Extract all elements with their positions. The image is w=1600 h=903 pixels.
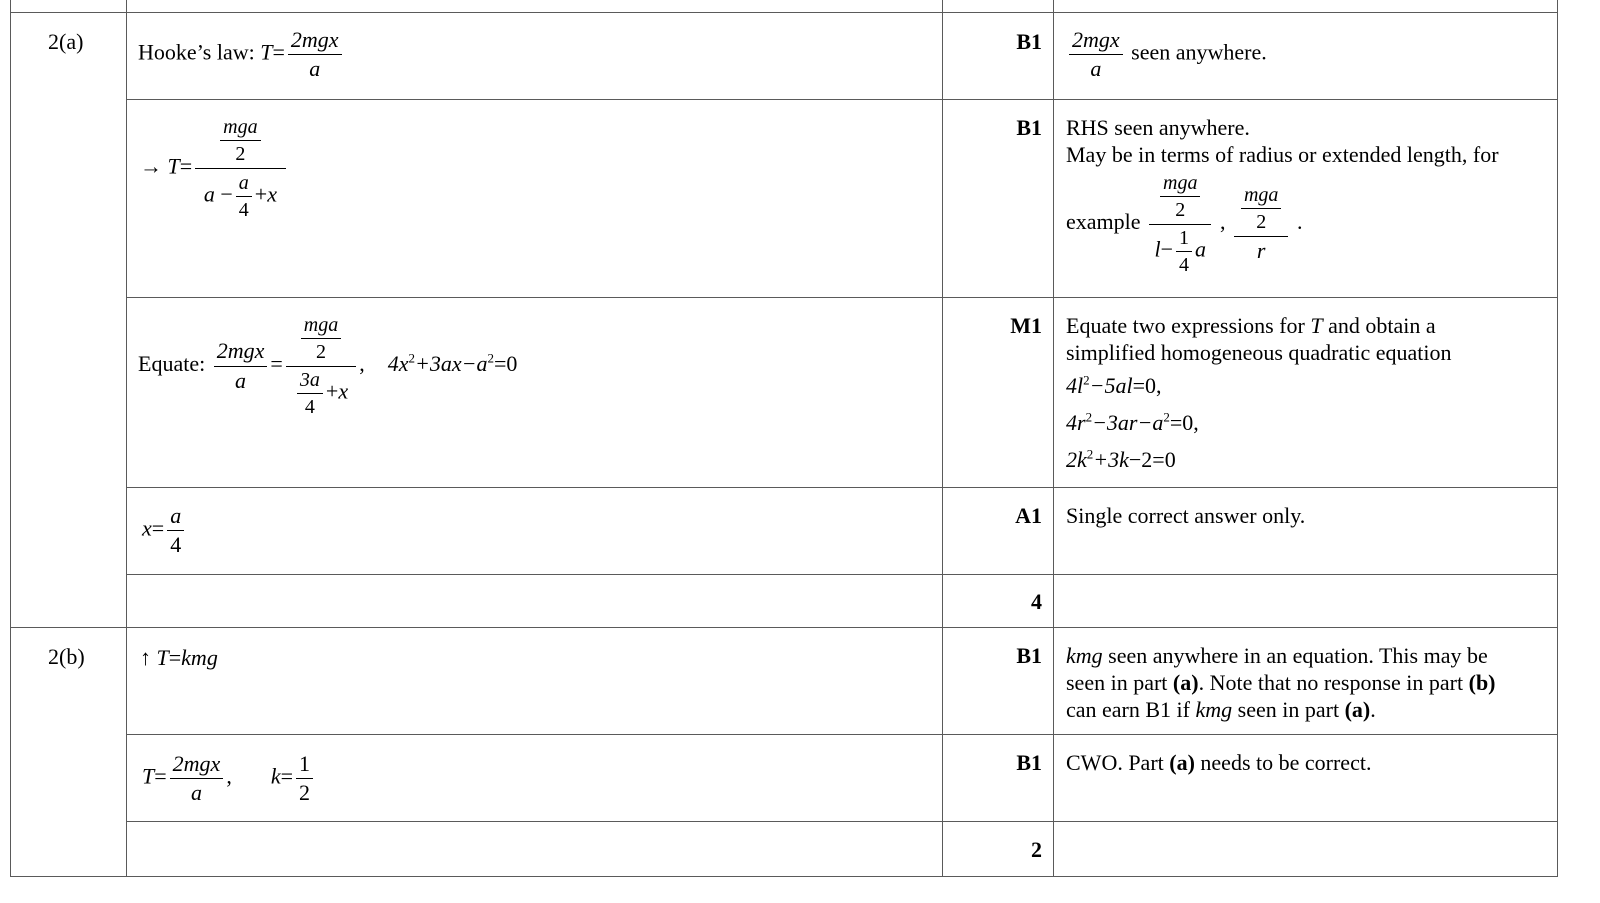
- comma: ,: [359, 351, 365, 377]
- part-ref: (b): [1468, 670, 1496, 695]
- numerator: mga: [220, 116, 260, 141]
- col-line-right: [1557, 0, 1558, 877]
- example-label: example: [1066, 209, 1141, 235]
- denominator: 4: [304, 396, 315, 418]
- answer-tension-expression: [140, 116, 289, 221]
- var-k: k: [270, 763, 281, 789]
- mark: A1: [1015, 503, 1042, 528]
- fraction: [301, 314, 341, 363]
- fraction: [236, 172, 252, 221]
- var-T: T: [142, 763, 155, 789]
- table-top-border: [10, 12, 1558, 13]
- term: −3ar: [1092, 410, 1138, 435]
- exponent: 2: [1083, 372, 1090, 388]
- term: kmg: [1066, 643, 1103, 668]
- numerator: 1: [1176, 227, 1192, 252]
- fraction: [296, 752, 313, 805]
- numerator: mga: [301, 314, 341, 339]
- minus: −: [1160, 236, 1174, 262]
- answer-x: [142, 504, 187, 557]
- guidance-line: simplified homogeneous quadratic equation: [1066, 340, 1452, 365]
- term: 4l: [1066, 373, 1084, 398]
- minus: −: [220, 181, 233, 207]
- equals: =: [272, 39, 285, 65]
- numerator: 3a: [297, 369, 323, 394]
- quadratic-term: =0: [493, 351, 518, 377]
- var-x: x: [142, 515, 152, 541]
- term: 4r: [1066, 410, 1086, 435]
- plus: +: [254, 181, 268, 207]
- term: l: [1154, 236, 1161, 262]
- denominator: a: [235, 367, 247, 393]
- fraction: [297, 369, 323, 418]
- numerator: 2mgx: [1069, 28, 1123, 55]
- equals: =: [154, 763, 167, 789]
- guidance-line: [1066, 642, 1496, 669]
- question-divider: [10, 627, 1558, 628]
- text: .: [1370, 697, 1376, 722]
- plus: +: [325, 378, 339, 404]
- term: 2k: [1066, 447, 1087, 472]
- row-divider: [126, 297, 1557, 298]
- row-divider: [126, 487, 1557, 488]
- row-divider: [126, 734, 1557, 735]
- fraction: [288, 28, 342, 81]
- fraction: [170, 752, 224, 805]
- numerator: 2mgx: [170, 752, 224, 779]
- guidance: [1066, 114, 1499, 276]
- guidance-equation: [1066, 409, 1452, 436]
- row-divider: [126, 99, 1557, 100]
- text: needs to be correct.: [1200, 750, 1372, 775]
- var-T: T: [260, 39, 273, 65]
- numerator: mga: [1241, 184, 1281, 209]
- numerator: [1234, 184, 1288, 237]
- text: . Note that no response in part: [1198, 670, 1464, 695]
- col-line-marks: [942, 0, 943, 877]
- mark: B1: [1016, 643, 1042, 668]
- quadratic-term: +3ax: [415, 351, 462, 377]
- term: x: [267, 181, 277, 207]
- term: x: [338, 378, 349, 404]
- denominator: 2: [1175, 199, 1186, 221]
- numerator: a: [167, 504, 184, 531]
- numerator: a: [236, 172, 252, 197]
- term: a: [203, 181, 215, 207]
- mark: B1: [1016, 29, 1042, 54]
- text: CWO. Part: [1066, 750, 1164, 775]
- fraction: [1069, 28, 1123, 81]
- row-divider: [126, 574, 1557, 575]
- exponent: 2: [1163, 409, 1170, 425]
- denominator: 2: [299, 780, 311, 806]
- equals: =: [270, 351, 283, 377]
- compound-fraction: [195, 116, 285, 221]
- guidance-line: [1066, 696, 1496, 723]
- term: −2=0: [1128, 447, 1176, 472]
- compound-fraction: [286, 314, 356, 418]
- exponent: 2: [408, 350, 415, 366]
- answer-hookes-law: [138, 28, 345, 81]
- guidance-equation: [1066, 372, 1452, 399]
- term: −a: [1137, 410, 1164, 435]
- table-bottom-border: [10, 876, 1558, 877]
- col-line-guidance: [1053, 0, 1054, 877]
- denominator: a: [191, 780, 202, 806]
- term: kmg: [181, 645, 218, 670]
- equals: =: [168, 645, 182, 670]
- row-divider: [126, 821, 1557, 822]
- numerator: 2mgx: [288, 28, 342, 55]
- numerator: mga: [1160, 172, 1200, 197]
- arrow-up-icon: ↑: [140, 645, 151, 670]
- total-marks: 4: [1031, 589, 1042, 614]
- var-T: T: [156, 645, 169, 670]
- exponent: 2: [487, 350, 494, 366]
- mark: B1: [1016, 115, 1042, 140]
- denominator: 4: [170, 532, 182, 558]
- term: =0,: [1169, 410, 1199, 435]
- equals: =: [179, 153, 193, 179]
- denominator: 2: [1256, 211, 1267, 234]
- text: seen anywhere in an equation. This may be: [1108, 643, 1488, 668]
- mark: B1: [1016, 750, 1042, 775]
- answer-equate: [138, 314, 517, 418]
- denominator: r: [1256, 238, 1266, 264]
- guidance: [1066, 28, 1267, 81]
- numerator: [195, 116, 285, 169]
- guidance-equation: [1066, 446, 1452, 473]
- question-number: 2(a): [48, 29, 84, 54]
- denominator: 4: [1179, 254, 1190, 276]
- var-T: T: [1310, 313, 1323, 338]
- lead-text: Equate:: [138, 351, 206, 377]
- denominator: [1151, 225, 1209, 276]
- text: seen in part: [1066, 670, 1168, 695]
- quadratic-term: 4x: [387, 351, 409, 377]
- denominator: a: [1090, 56, 1102, 82]
- guidance-line: RHS seen anywhere.: [1066, 115, 1250, 140]
- fraction: [1176, 227, 1192, 276]
- fraction: [1241, 184, 1281, 233]
- exponent: 2: [1086, 446, 1094, 462]
- fraction: [214, 339, 268, 392]
- var-T: T: [167, 153, 180, 179]
- numerator: [1149, 172, 1211, 225]
- guidance: Single correct answer only.: [1066, 503, 1306, 528]
- text: seen in part: [1237, 697, 1340, 722]
- text: can earn B1 if: [1066, 697, 1190, 722]
- total-marks: 2: [1031, 837, 1042, 862]
- guidance: [1066, 312, 1452, 473]
- denominator: 4: [238, 199, 249, 221]
- term: kmg: [1195, 697, 1233, 722]
- fraction: [220, 116, 260, 165]
- guidance-text: seen anywhere.: [1131, 39, 1267, 65]
- compound-fraction: [1234, 184, 1288, 263]
- term: a: [1195, 236, 1207, 262]
- guidance-line: [1066, 312, 1452, 339]
- text: Equate two expressions for: [1066, 313, 1305, 338]
- period: .: [1296, 209, 1303, 235]
- term: −5al: [1089, 373, 1133, 398]
- denominator: 2: [235, 143, 246, 165]
- mark: M1: [1010, 313, 1042, 338]
- col-line-left: [10, 0, 11, 877]
- question-number: 2(b): [48, 644, 85, 669]
- numerator: [286, 314, 356, 367]
- part-ref: (a): [1172, 670, 1199, 695]
- comma: ,: [1219, 209, 1226, 235]
- answer-k: [142, 752, 316, 805]
- col-line-qnum: [126, 0, 127, 877]
- equals: =: [151, 515, 165, 541]
- fraction: [1160, 172, 1200, 221]
- denominator: [291, 367, 351, 418]
- text: and obtain a: [1328, 313, 1436, 338]
- quadratic-term: −a: [461, 351, 488, 377]
- guidance: [1066, 749, 1371, 776]
- guidance: [1066, 642, 1496, 723]
- term: +3k: [1093, 447, 1129, 472]
- denominator: 2: [316, 341, 326, 363]
- part-ref: (a): [1169, 750, 1195, 775]
- guidance-example: [1066, 172, 1499, 276]
- fraction: [167, 504, 184, 557]
- guidance-line: [1066, 669, 1496, 696]
- equals: =: [280, 763, 294, 789]
- guidance-line: May be in terms of radius or extended length, for: [1066, 142, 1499, 167]
- numerator: 1: [296, 752, 313, 779]
- term: =0,: [1132, 373, 1162, 398]
- lead-text: Hooke’s law:: [138, 39, 255, 65]
- arrow-icon: →: [140, 153, 162, 179]
- exponent: 2: [1085, 409, 1093, 425]
- part-ref: (a): [1344, 697, 1371, 722]
- compound-fraction: [1149, 172, 1211, 276]
- answer-resolve: [140, 644, 218, 671]
- numerator: 2mgx: [214, 339, 268, 366]
- denominator: [201, 169, 280, 221]
- comma: ,: [226, 763, 232, 789]
- denominator: a: [309, 56, 321, 82]
